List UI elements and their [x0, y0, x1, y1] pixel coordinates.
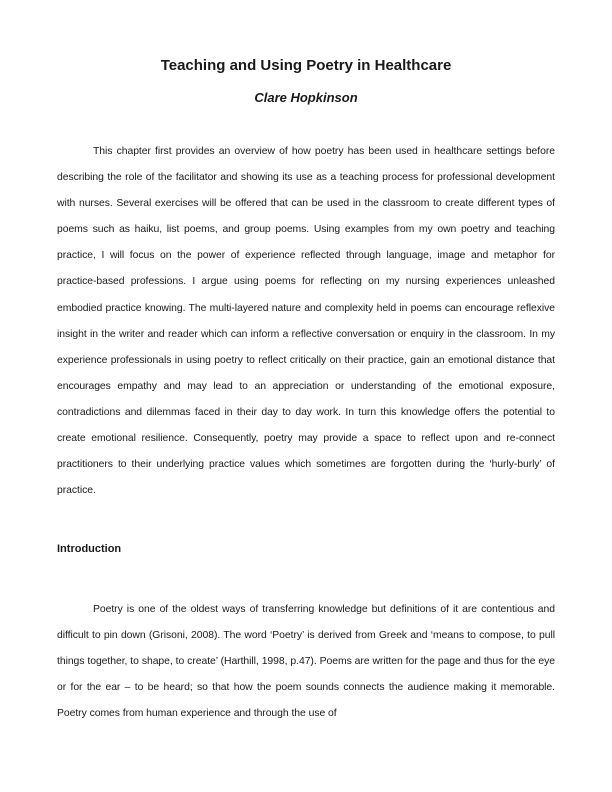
author-name: Clare Hopkinson: [254, 90, 358, 105]
document-title: Teaching and Using Poetry in Healthcare: [160, 57, 452, 74]
introduction-paragraph: Poetry is one of the oldest ways of transferring knowledge but definitions of it are contentious and difficult to pin down (Grisoni, 2008). The word ‘Poetry’ is derived from Greek and ‘means to compose, to pull things together, to shape, to create’ (Harthill, 1998, p.47). Poems are written for the page and thus for the eye or for the ear – to be heard; so that how the poem sounds connects the audience making it memorable. Poetry comes from human experience and through the use of: [57, 604, 555, 720]
abstract-paragraph: This chapter first provides an overview of how poetry has been used in healthcare settings before describing the role of the facilitator and showing its use as a teaching process for professional development with nurses. Several exercises will be offered that can be used in the classroom to create different types of poems such as haiku, list poems, and group poems. Using examples from my own poetry and teaching practice, I will focus on the power of experience reflected through language, image and metaphor for practice-based professions. I argue using poems for reflecting on my nursing experiences unleashed embodied practice knowing. The multi-layered nature and complexity held in poems can encourage reflexive insight in the writer and reader which can inform a reflective conversation or enquiry in the classroom. In my experience professionals in using poetry to reflect critically on their practice, gain an emotional distance that encourages empathy and may lead to an appreciation or understanding of the emotional exposure, contradictions and dilemmas faced in their day to day work. In turn this knowledge offers the potential to create emotional resilience. Consequently, poetry may provide a space to reflect upon and re-connect practitioners to their underlying practice values which sometimes are forgotten during the ‘hurly-burly’ of practice.: [57, 146, 555, 497]
section-heading-introduction: Introduction: [57, 543, 122, 555]
